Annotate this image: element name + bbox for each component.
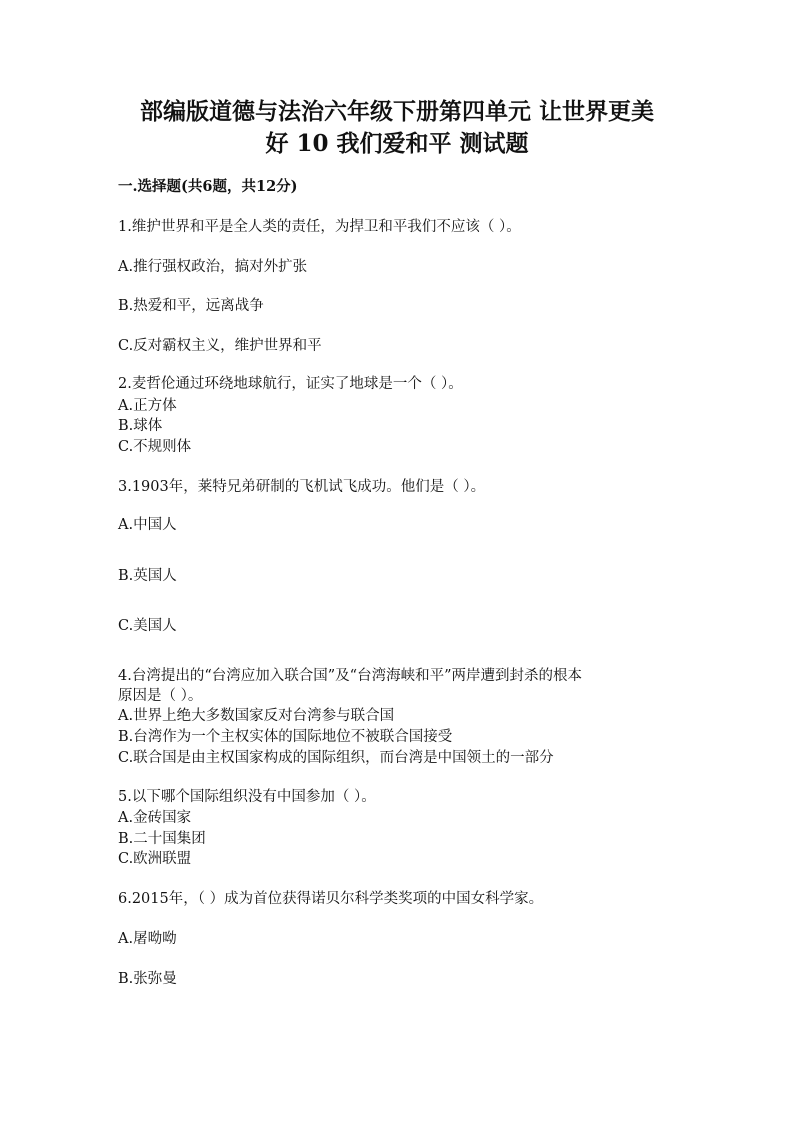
section-heading: 一.选择题(共6题，共12分)	[118, 178, 298, 195]
question-6-option-a: A.屠呦呦	[118, 931, 177, 947]
question-3-stem: 3.1903年，莱特兄弟研制的飞机试飞成功。他们是（ ）。	[118, 479, 486, 495]
question-1-option-c: C.反对霸权主义，维护世界和平	[118, 338, 322, 354]
question-2-option-c: C.不规则体	[118, 439, 192, 455]
question-4-option-a: A.世界上绝大多数国家反对台湾参与联合国	[118, 708, 395, 724]
question-2-stem: 2.麦哲伦通过环绕地球航行，证实了地球是一个（ ）。	[118, 376, 463, 392]
question-4-stem-line-1: 4.台湾提出的“台湾应加入联合国”及“台湾海峡和平”两岸遭到封杀的根本	[118, 668, 582, 684]
question-1-option-a: A.推行强权政治，搞对外扩张	[118, 259, 308, 275]
question-3-option-b: B.英国人	[118, 568, 177, 584]
question-6-option-b: B.张弥曼	[118, 971, 177, 987]
question-2-option-b: B.球体	[118, 418, 163, 434]
question-4-option-b: B.台湾作为一个主权实体的国际地位不被联合国接受	[118, 729, 453, 745]
question-1-option-b: B.热爱和平，远离战争	[118, 298, 264, 314]
question-5-stem: 5.以下哪个国际组织没有中国参加（ ）。	[118, 789, 376, 805]
question-3-option-c: C.美国人	[118, 618, 177, 634]
question-3-option-a: A.中国人	[118, 517, 177, 533]
question-1-stem: 1.维护世界和平是全人类的责任，为捍卫和平我们不应该（ ）。	[118, 219, 521, 235]
question-2-option-a: A.正方体	[118, 398, 177, 414]
document-title-line-1: 部编版道德与法治六年级下册第四单元 让世界更美	[139, 98, 654, 125]
question-5-option-a: A.金砖国家	[118, 810, 192, 826]
question-6-stem: 6.2015年，（ ）成为首位获得诺贝尔科学类奖项的中国女科学家。	[118, 891, 544, 907]
question-5-option-b: B.二十国集团	[118, 831, 206, 847]
question-4-stem-line-2: 原因是（ ）。	[118, 688, 203, 704]
question-5-option-c: C.欧洲联盟	[118, 851, 192, 867]
question-4-option-c: C.联合国是由主权国家构成的国际组织，而台湾是中国领土的一部分	[118, 750, 554, 766]
document-title-line-2: 好 10 我们爱和平 测试题	[265, 130, 529, 157]
